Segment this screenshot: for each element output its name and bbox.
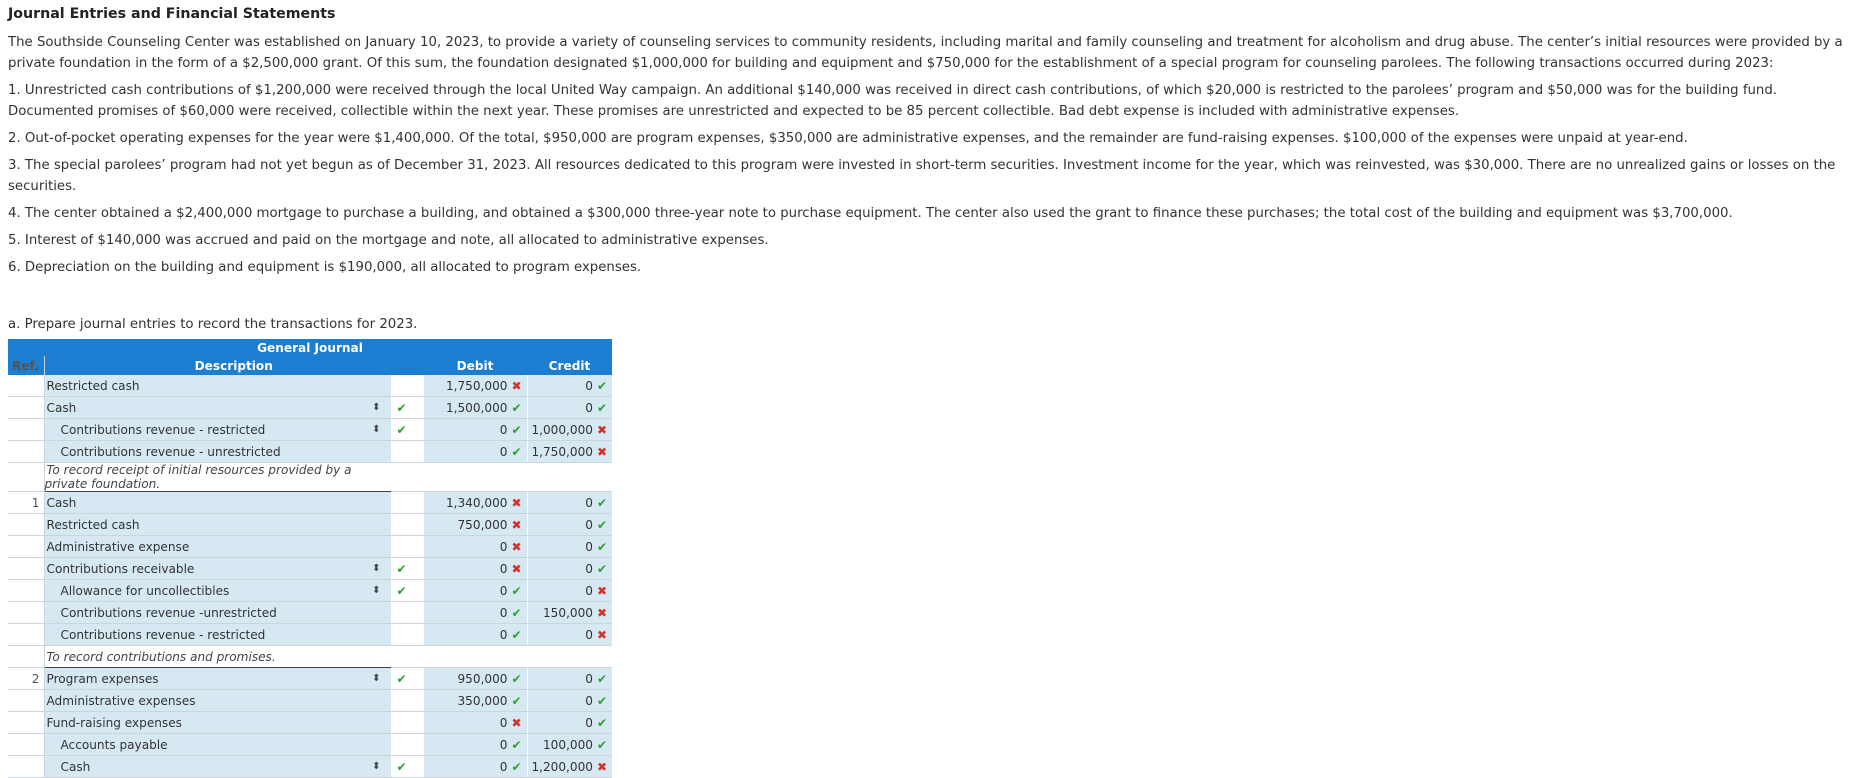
journal-entry-row — [8, 492, 612, 514]
account-status-cell — [391, 375, 424, 397]
debit-value: 0 — [499, 422, 508, 437]
ref-cell — [8, 646, 44, 668]
account-status-cell — [391, 419, 424, 441]
account-status-cell — [391, 441, 424, 463]
updown-arrows-icon[interactable]: ⬍ — [372, 424, 381, 435]
debit-value: 0 — [499, 605, 508, 620]
debit-value: 0 — [499, 737, 508, 752]
check-icon: ✔ — [596, 561, 608, 576]
blank-cell — [391, 646, 424, 668]
credit-value: 0 — [585, 715, 593, 730]
check-icon: ✔ — [396, 400, 407, 415]
credit-input[interactable] — [527, 558, 612, 580]
credit-input[interactable] — [527, 712, 612, 734]
ref-cell — [8, 375, 44, 397]
account-select[interactable] — [44, 756, 391, 778]
debit-value: 0 — [499, 539, 508, 554]
transaction-4: 4. The center obtained a $2,400,000 mortgage to purchase a building, and obtained a $300,000 three-year note to purchase equipment. The center also used the grant to finance these purchases; the total cost of the building and equipment was $3,700,000. — [8, 206, 1733, 221]
journal-entry-row — [8, 375, 612, 397]
debit-input[interactable] — [423, 558, 527, 580]
credit-value: 1,750,000 — [531, 444, 593, 459]
debit-input[interactable] — [423, 514, 527, 536]
ref-cell — [8, 441, 44, 463]
debit-value: 350,000 — [457, 693, 508, 708]
transaction-5: 5. Interest of $140,000 was accrued and paid on the mortgage and note, all allocated to administrative expenses. — [8, 233, 769, 248]
journal-entry-row — [8, 756, 612, 778]
account-select[interactable] — [44, 397, 391, 419]
account-name: Administrative expenses — [46, 693, 196, 708]
credit-value: 0 — [585, 671, 593, 686]
check-icon: ✔ — [511, 605, 522, 620]
debit-value: 0 — [499, 627, 508, 642]
debit-value: 1,500,000 — [445, 400, 508, 415]
check-icon: ✔ — [596, 539, 608, 554]
account-select[interactable] — [44, 580, 391, 602]
account-status-cell — [391, 580, 424, 602]
cross-icon: ✖ — [596, 583, 608, 598]
cross-icon: ✖ — [511, 715, 522, 730]
check-icon: ✔ — [596, 737, 608, 752]
updown-arrows-icon[interactable]: ⬍ — [372, 761, 381, 772]
memo-text: To record contributions and promises. — [46, 649, 276, 664]
ref-cell — [8, 463, 44, 492]
check-icon: ✔ — [396, 759, 407, 774]
debit-value: 0 — [499, 715, 508, 730]
check-icon: ✔ — [596, 378, 608, 393]
check-icon: ✔ — [596, 517, 608, 532]
cross-icon: ✖ — [511, 561, 522, 576]
credit-input[interactable] — [527, 756, 612, 778]
credit-value: 0 — [585, 517, 593, 532]
ref-cell — [8, 558, 44, 580]
account-select[interactable] — [44, 558, 391, 580]
updown-arrows-icon[interactable]: ⬍ — [372, 585, 381, 596]
debit-input[interactable] — [423, 419, 527, 441]
credit-input[interactable] — [527, 375, 612, 397]
journal-entry-row — [8, 602, 612, 624]
check-icon: ✔ — [511, 583, 522, 598]
journal-entry-row — [8, 624, 612, 646]
check-icon: ✔ — [511, 627, 522, 642]
debit-value: 0 — [499, 759, 508, 774]
account-name: Cash — [46, 400, 77, 415]
account-select[interactable] — [44, 712, 391, 734]
cross-icon: ✖ — [596, 605, 608, 620]
check-icon: ✔ — [396, 422, 407, 437]
account-select[interactable] — [44, 375, 391, 397]
credit-input[interactable] — [527, 580, 612, 602]
credit-value: 0 — [585, 378, 593, 393]
account-status-cell — [391, 734, 424, 756]
account-select[interactable] — [44, 602, 391, 624]
account-name: Cash — [60, 759, 91, 774]
debit-value: 1,750,000 — [445, 378, 508, 393]
updown-arrows-icon[interactable]: ⬍ — [372, 402, 381, 413]
account-name: Cash — [46, 495, 77, 510]
ref-cell — [8, 734, 44, 756]
debit-input[interactable] — [423, 602, 527, 624]
blank-cell — [527, 646, 612, 668]
check-icon: ✔ — [511, 759, 522, 774]
col-ref-header: Ref. — [8, 356, 44, 375]
memo-cell — [44, 463, 391, 492]
journal-entry-row — [8, 397, 612, 419]
credit-input[interactable] — [527, 419, 612, 441]
account-status-cell — [391, 668, 424, 690]
journal-body — [8, 375, 612, 778]
account-status-cell — [391, 756, 424, 778]
check-icon: ✔ — [396, 561, 407, 576]
credit-value: 100,000 — [542, 737, 593, 752]
check-icon: ✔ — [596, 693, 608, 708]
credit-value: 0 — [585, 561, 593, 576]
updown-arrows-icon[interactable]: ⬍ — [372, 673, 381, 684]
journal-entry-row — [8, 734, 612, 756]
debit-input[interactable] — [423, 375, 527, 397]
general-journal-table — [8, 339, 612, 778]
account-name: Program expenses — [46, 671, 159, 686]
account-name: Fund-raising expenses — [46, 715, 182, 730]
journal-entry-row — [8, 536, 612, 558]
cross-icon: ✖ — [596, 759, 608, 774]
debit-input[interactable] — [423, 492, 527, 514]
col-description-header: Description — [44, 356, 423, 375]
account-name: Contributions revenue - unrestricted — [60, 444, 281, 459]
check-icon: ✔ — [511, 693, 522, 708]
blank-cell — [527, 463, 612, 492]
blank-cell — [423, 463, 527, 492]
account-status-cell — [391, 536, 424, 558]
page-title: Journal Entries and Financial Statements — [8, 6, 336, 22]
updown-arrows-icon[interactable]: ⬍ — [372, 563, 381, 574]
cross-icon: ✖ — [511, 495, 522, 510]
credit-input[interactable] — [527, 397, 612, 419]
account-status-cell — [391, 690, 424, 712]
account-status-cell — [391, 602, 424, 624]
debit-value: 0 — [499, 444, 508, 459]
account-status-cell — [391, 712, 424, 734]
account-name: Accounts payable — [60, 737, 168, 752]
ref-cell — [8, 419, 44, 441]
journal-entry-row — [8, 580, 612, 602]
account-status-cell — [391, 558, 424, 580]
account-select[interactable] — [44, 419, 391, 441]
check-icon: ✔ — [511, 422, 522, 437]
transaction-3: 3. The special parolees’ program had not yet begun as of December 31, 2023. All resources dedicated to this program were invested in short-term securities. Investment income for the year, which was reinvested, was $30,000. There are no unrealized gains or losses on the securities. — [8, 158, 1836, 194]
credit-value: 1,000,000 — [531, 422, 593, 437]
credit-input[interactable] — [527, 514, 612, 536]
check-icon: ✔ — [596, 671, 608, 686]
account-select[interactable] — [44, 624, 391, 646]
credit-input[interactable] — [527, 668, 612, 690]
credit-input[interactable] — [527, 492, 612, 514]
journal-entry-row — [8, 441, 612, 463]
ref-cell — [8, 602, 44, 624]
account-select[interactable] — [44, 536, 391, 558]
check-icon: ✔ — [511, 737, 522, 752]
debit-value: 1,340,000 — [445, 495, 508, 510]
debit-value: 750,000 — [457, 517, 508, 532]
debit-input[interactable] — [423, 397, 527, 419]
cross-icon: ✖ — [511, 517, 522, 532]
ref-cell — [8, 514, 44, 536]
credit-value: 0 — [585, 539, 593, 554]
account-select[interactable] — [44, 668, 391, 690]
account-status-cell — [391, 492, 424, 514]
credit-value: 0 — [585, 400, 593, 415]
credit-value: 0 — [585, 495, 593, 510]
account-status-cell — [391, 624, 424, 646]
memo-text: To record receipt of initial resources provided by a private foundation. — [44, 463, 352, 491]
debit-input[interactable] — [423, 756, 527, 778]
account-name: Allowance for uncollectibles — [60, 583, 230, 598]
credit-input[interactable] — [527, 734, 612, 756]
part-a-instruction: a. Prepare journal entries to record the transactions for 2023. — [8, 317, 418, 332]
account-select[interactable] — [44, 514, 391, 536]
debit-input[interactable] — [423, 712, 527, 734]
journal-entry-row — [8, 690, 612, 712]
ref-cell — [8, 536, 44, 558]
cross-icon: ✖ — [511, 539, 522, 554]
transaction-1: 1. Unrestricted cash contributions of $1,200,000 were received through the local United Way campaign. An additional $140,000 was received in direct cash contributions, of which $20,000 is restricted to the parolees’ program and $50,000 was for the building fund. Documented promises of $60,000 were received, collectible within the next year. These promises are unrestricted and expected to be 85 percent collectible. Bad debt expense is included with administrative expenses. — [8, 83, 1778, 119]
check-icon: ✔ — [396, 671, 407, 686]
credit-value: 1,200,000 — [531, 759, 593, 774]
journal-entry-row — [8, 419, 612, 441]
ref-cell: 1 — [8, 492, 44, 514]
debit-input[interactable] — [423, 536, 527, 558]
ref-cell — [8, 712, 44, 734]
account-name: Administrative expense — [46, 539, 190, 554]
credit-input[interactable] — [527, 441, 612, 463]
ref-cell: 2 — [8, 668, 44, 690]
account-name: Restricted cash — [46, 378, 140, 393]
account-select[interactable] — [44, 690, 391, 712]
journal-memo-row — [8, 463, 612, 492]
ref-cell — [8, 756, 44, 778]
credit-value: 150,000 — [542, 605, 593, 620]
debit-input[interactable] — [423, 734, 527, 756]
col-credit-header: Credit — [527, 356, 612, 375]
debit-value: 950,000 — [457, 671, 508, 686]
check-icon: ✔ — [596, 495, 608, 510]
debit-value: 0 — [499, 561, 508, 576]
debit-input[interactable] — [423, 624, 527, 646]
credit-input[interactable] — [527, 536, 612, 558]
journal-entry-row — [8, 558, 612, 580]
credit-value: 0 — [585, 693, 593, 708]
journal-memo-row — [8, 646, 612, 668]
credit-input[interactable] — [527, 690, 612, 712]
journal-entry-row — [8, 712, 612, 734]
account-name: Contributions revenue -unrestricted — [60, 605, 277, 620]
check-icon: ✔ — [511, 444, 522, 459]
account-status-cell — [391, 514, 424, 536]
credit-input[interactable] — [527, 624, 612, 646]
credit-input[interactable] — [527, 602, 612, 624]
account-name: Contributions revenue - restricted — [60, 422, 266, 437]
cross-icon: ✖ — [596, 444, 608, 459]
account-select[interactable] — [44, 441, 391, 463]
memo-cell — [44, 646, 391, 668]
debit-input[interactable] — [423, 668, 527, 690]
ref-cell — [8, 624, 44, 646]
debit-input[interactable] — [423, 690, 527, 712]
check-icon: ✔ — [511, 400, 522, 415]
debit-value: 0 — [499, 583, 508, 598]
journal-entry-row — [8, 668, 612, 690]
account-name: Contributions receivable — [46, 561, 195, 576]
journal-entry-row — [8, 514, 612, 536]
account-select[interactable] — [44, 734, 391, 756]
ref-cell — [8, 580, 44, 602]
transaction-2: 2. Out-of-pocket operating expenses for the year were $1,400,000. Of the total, $950,000 are program expenses, $350,000 are administrative expenses, and the remainder are fund-raising expenses. $100,000 of the expenses were unpaid at year-end. — [8, 131, 1688, 146]
check-icon: ✔ — [511, 671, 522, 686]
cross-icon: ✖ — [596, 627, 608, 642]
debit-input[interactable] — [423, 441, 527, 463]
credit-value: 0 — [585, 583, 593, 598]
problem-intro: The Southside Counseling Center was established on January 10, 2023, to provide a variety of counseling services to community residents, including marital and family counseling and treatment for alcoholism and drug abuse. The center’s initial resources were provided by a private foundation in the form of a $2,500,000 grant. Of this sum, the foundation designated $1,000,000 for building and equipment and $750,000 for the establishment of a special program for counseling parolees. The following transactions occurred during 2023: — [8, 35, 1843, 71]
check-icon: ✔ — [596, 400, 608, 415]
credit-value: 0 — [585, 627, 593, 642]
check-icon: ✔ — [396, 583, 407, 598]
cross-icon: ✖ — [511, 378, 522, 393]
ref-cell — [8, 690, 44, 712]
blank-cell — [423, 646, 527, 668]
account-name: Contributions revenue - restricted — [60, 627, 266, 642]
account-status-cell — [391, 397, 424, 419]
ref-cell — [8, 397, 44, 419]
account-select[interactable] — [44, 492, 391, 514]
blank-cell — [391, 463, 424, 492]
journal-title: General Journal — [8, 339, 612, 356]
account-name: Restricted cash — [46, 517, 140, 532]
debit-input[interactable] — [423, 580, 527, 602]
cross-icon: ✖ — [596, 422, 608, 437]
col-debit-header: Debit — [423, 356, 527, 375]
transaction-6: 6. Depreciation on the building and equipment is $190,000, all allocated to program expenses. — [8, 260, 642, 275]
check-icon: ✔ — [596, 715, 608, 730]
